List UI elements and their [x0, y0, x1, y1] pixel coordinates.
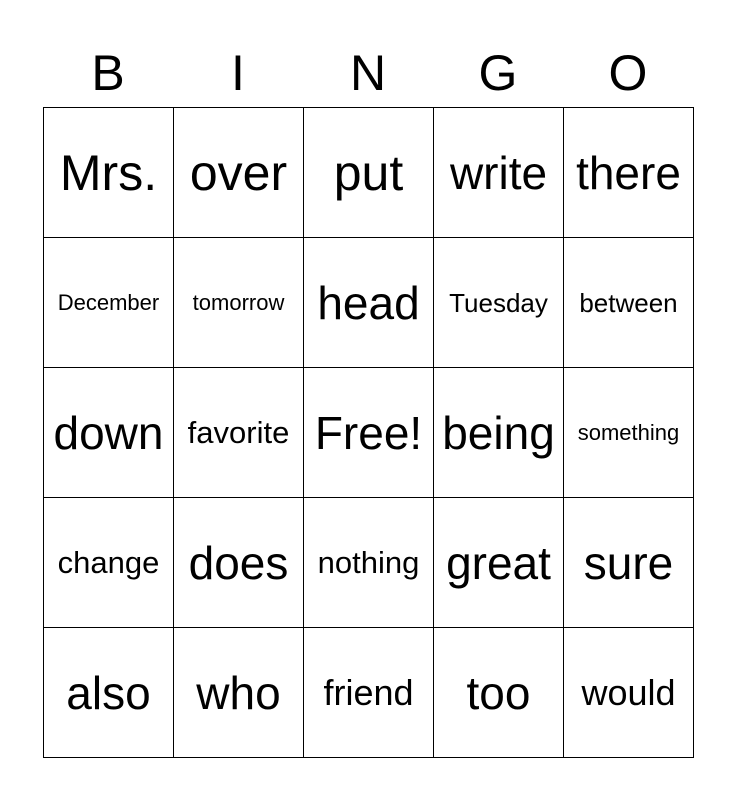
- bingo-cell: something: [564, 368, 694, 498]
- bingo-cell: friend: [304, 628, 434, 758]
- bingo-cell: between: [564, 238, 694, 368]
- bingo-cell: write: [434, 108, 564, 238]
- bingo-cell: put: [304, 108, 434, 238]
- bingo-cell: Tuesday: [434, 238, 564, 368]
- bingo-cell: great: [434, 498, 564, 628]
- bingo-header: [43, 40, 693, 106]
- bingo-cell: head: [304, 238, 434, 368]
- header-letter-b: B: [91, 45, 125, 101]
- bingo-cell: who: [174, 628, 304, 758]
- bingo-cell: nothing: [304, 498, 434, 628]
- bingo-free-cell: Free!: [304, 368, 434, 498]
- bingo-cell: sure: [564, 498, 694, 628]
- header-letter-g: G: [478, 45, 518, 101]
- bingo-cell: also: [44, 628, 174, 758]
- header-letter-o: O: [608, 45, 648, 101]
- header-letter-n: N: [349, 45, 387, 101]
- bingo-cell: too: [434, 628, 564, 758]
- bingo-cell: there: [564, 108, 694, 238]
- bingo-cell: favorite: [174, 368, 304, 498]
- bingo-cell: would: [564, 628, 694, 758]
- bingo-cell: tomorrow: [174, 238, 304, 368]
- bingo-cell: Mrs.: [44, 108, 174, 238]
- bingo-cell: December: [44, 238, 174, 368]
- bingo-cell: being: [434, 368, 564, 498]
- bingo-cell: change: [44, 498, 174, 628]
- bingo-cell: does: [174, 498, 304, 628]
- header-letter-i: I: [231, 45, 245, 101]
- bingo-cell: down: [44, 368, 174, 498]
- bingo-board: [43, 107, 694, 758]
- bingo-cell: over: [174, 108, 304, 238]
